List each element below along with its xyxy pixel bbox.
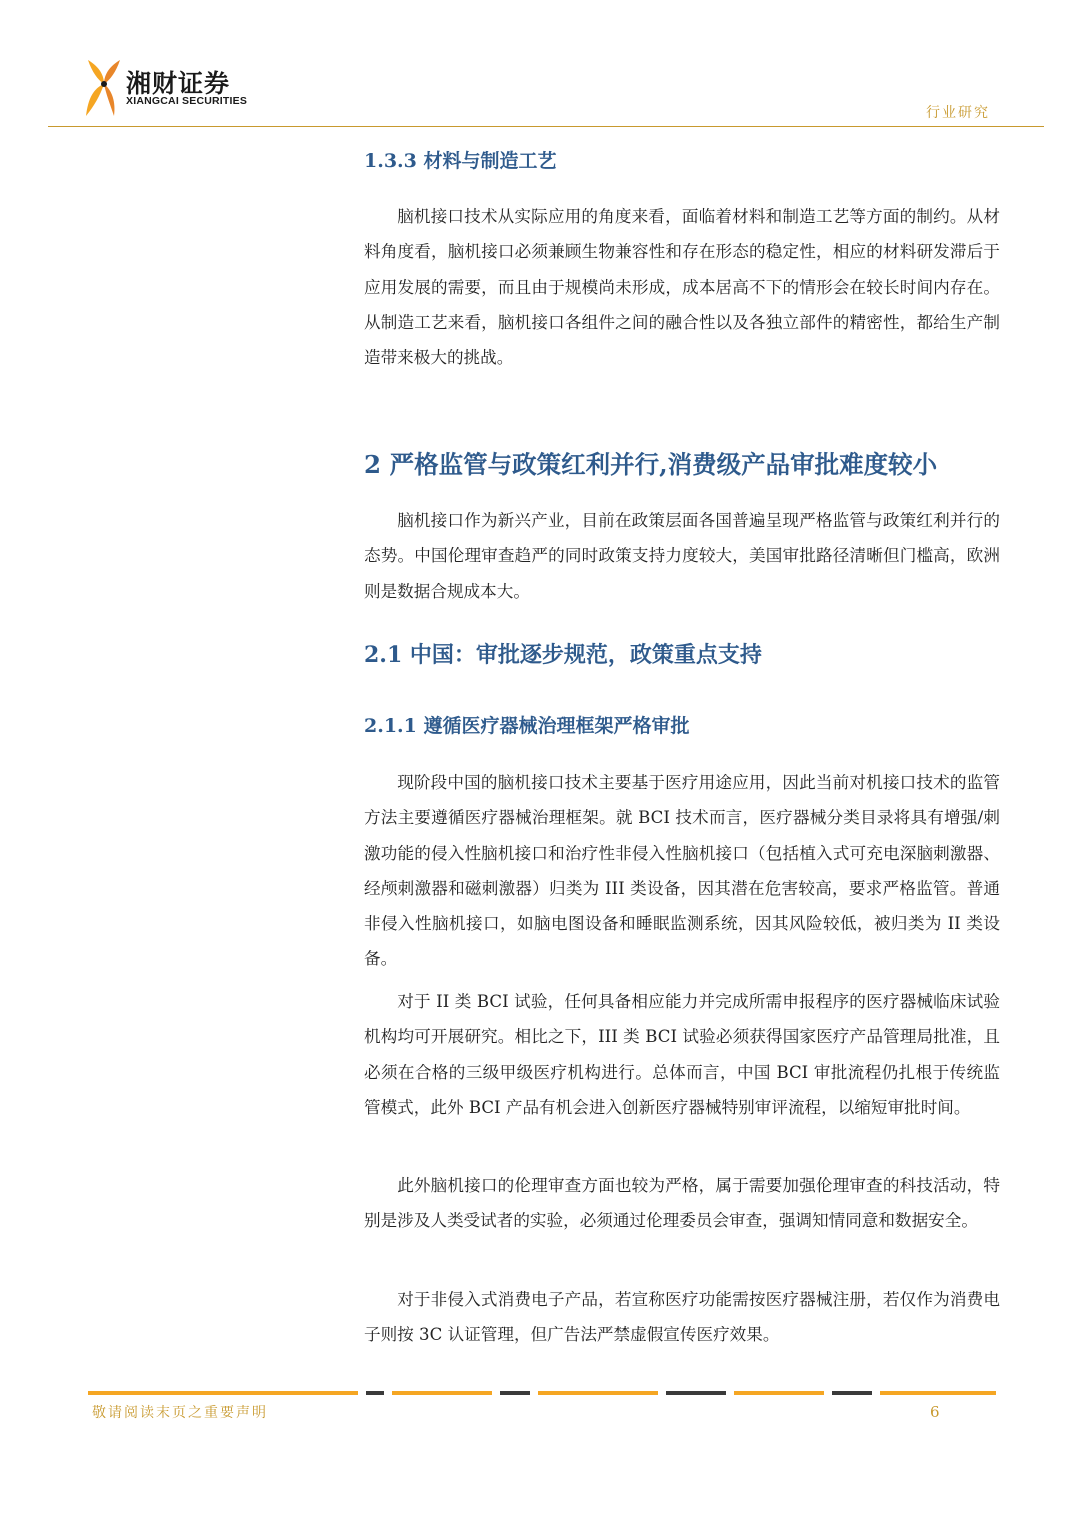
- paragraph-consumer: 对于非侵入式消费电子产品，若宣称医疗功能需按医疗器械注册，若仅作为消费电子则按 3C 认证管理，但广告法严禁虚假宣传医疗效果。: [364, 1290, 1000, 1345]
- brand-name-en: XIANGCAI SECURITIES: [126, 95, 248, 107]
- paragraph-class-trials: 对于 II 类 BCI 试验，任何具备相应能力并完成所需申报程序的医疗器械临床试验机构均可开展研究。相比之下，III 类 BCI 试验必须获得国家医疗产品管理局批准，且必须在合格的三级甲级医疗机构进行。总体而言，中国 BCI 审批流程仍扎根于传统监管模式，此外 BCI 产品有机会进入创新医疗器械特别审评流程，以缩短审批时间。: [364, 992, 1000, 1117]
- disclaimer-note: 敬请阅读末页之重要声明: [92, 1405, 268, 1421]
- xiangcai-logo-icon: [84, 58, 124, 118]
- section-label: 行业研究: [926, 105, 990, 121]
- heading-2-1-1: 2.1.1 遵循医疗器械治理框架严格审批: [364, 715, 690, 737]
- page-number: 6: [930, 1403, 940, 1421]
- paragraph-section-2-intro: 脑机接口作为新兴产业，目前在政策层面各国普遍呈现严格监管与政策红利并行的态势。中国伦理审查趋严的同时政策支持力度较大，美国审批路径清晰但门槛高，欧洲则是数据合规成本大。: [364, 511, 1000, 601]
- paragraph-materials: 脑机接口技术从实际应用的角度来看，面临着材料和制造工艺等方面的制约。从材料角度看，脑机接口必须兼顾生物兼容性和存在形态的稳定性，相应的材料研发滞后于应用发展的需要，而且由于规模尚未形成，成本居高不下的情形会在较长时间内存在。从制造工艺来看，脑机接口各组件之间的融合性以及各独立部件的精密性，都给生产制造带来极大的挑战。: [364, 207, 1000, 368]
- heading-1-3-3: 1.3.3 材料与制造工艺: [364, 150, 557, 172]
- brand-name-cn: 湘财证券: [126, 69, 231, 98]
- paragraph-ethics: 此外脑机接口的伦理审查方面也较为严格，属于需要加强伦理审查的科技活动，特别是涉及人类受试者的实验，必须通过伦理委员会审查，强调知情同意和数据安全。: [364, 1176, 1000, 1231]
- footer-divider: [88, 1391, 996, 1395]
- header-divider: [48, 126, 1044, 127]
- paragraph-regulation: 现阶段中国的脑机接口技术主要基于医疗用途应用，因此当前对机接口技术的监管方法主要遵循医疗器械治理框架。就 BCI 技术而言，医疗器械分类目录将具有增强/刺激功能的侵入性脑机接口和治疗性非侵入性脑机接口（包括植入式可充电深脑刺激器、经颅刺激器和磁刺激器）归类为 III 类设备，因其潜在危害较高，要求严格监管。普通非侵入性脑机接口，如脑电图设备和睡眠监测系统，因其风险较低，被归类为 II 类设备。: [364, 773, 1000, 969]
- heading-section-2: 2 严格监管与政策红利并行,消费级产品审批难度较小: [364, 450, 938, 479]
- heading-2-1: 2.1 中国：审批逐步规范，政策重点支持: [364, 642, 762, 668]
